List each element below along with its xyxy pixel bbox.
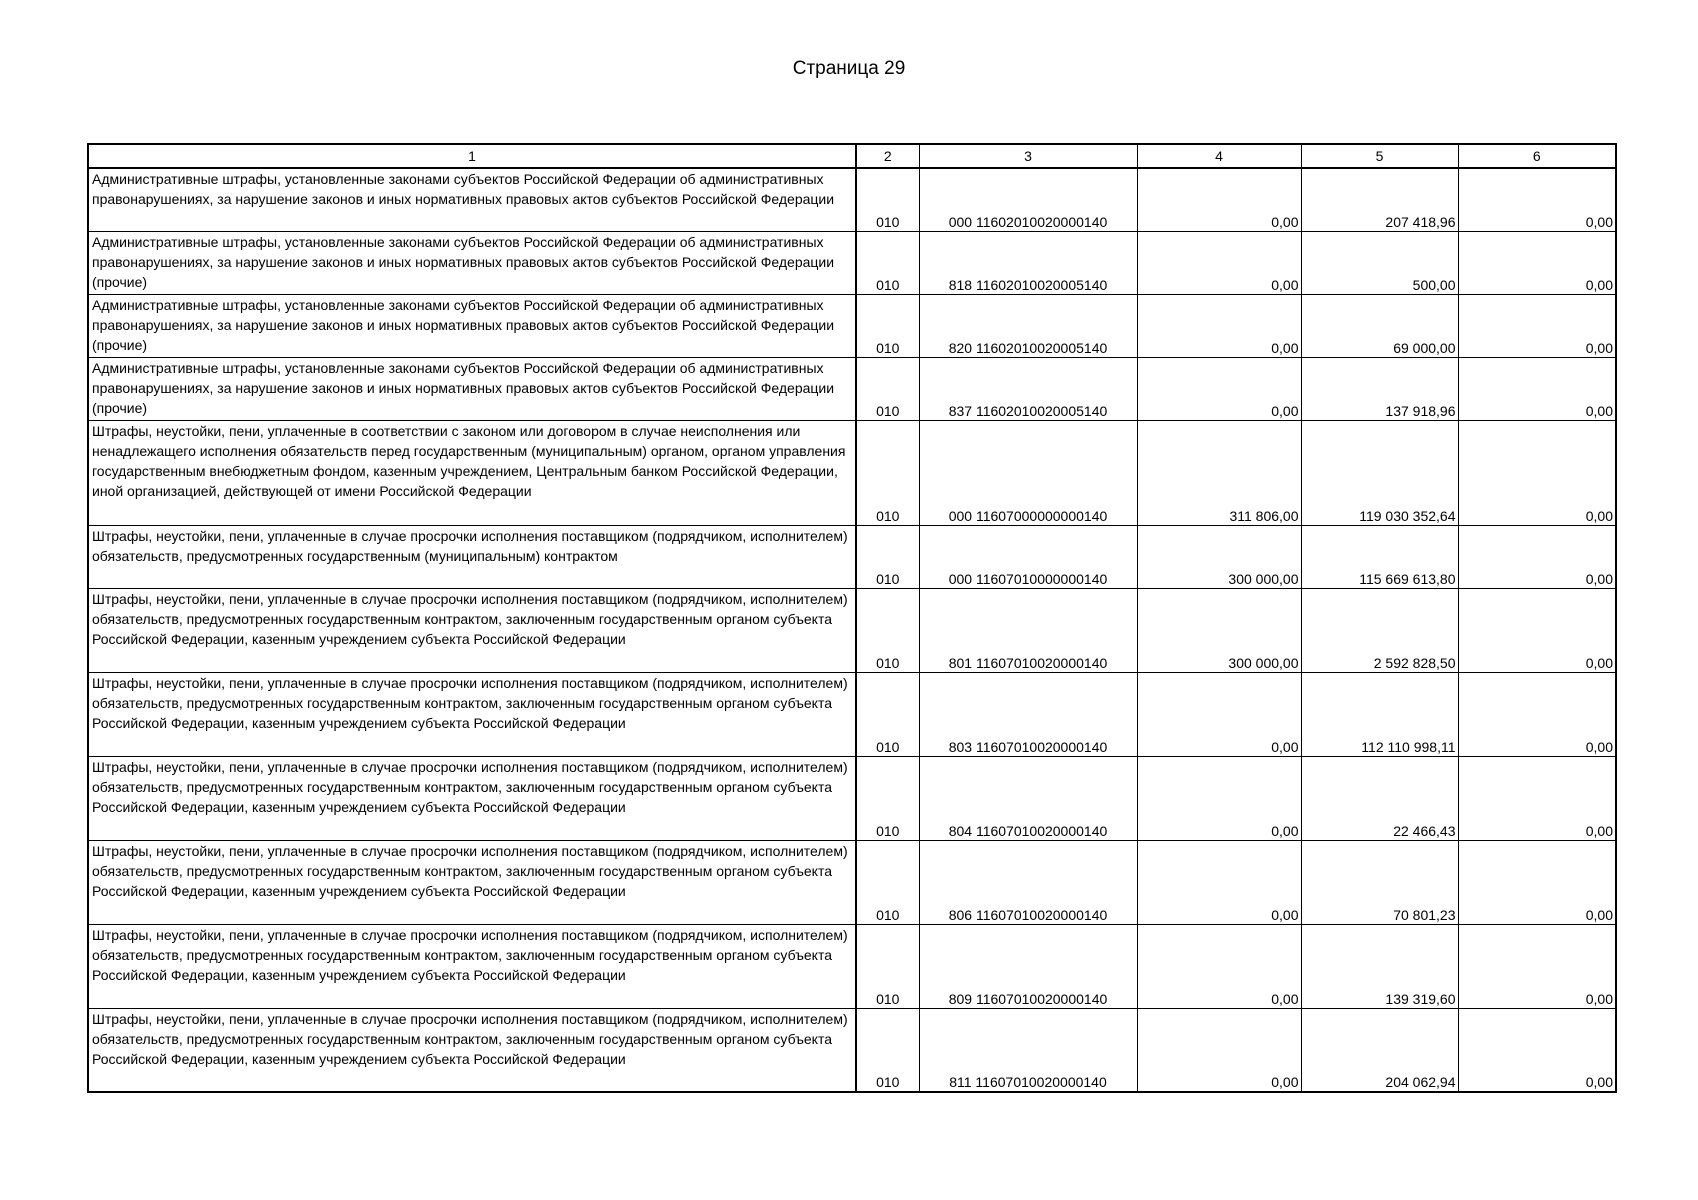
row-value-col5-cell: 22 466,43	[1301, 756, 1458, 840]
row-budget-code-cell: 820 11602010020005140	[919, 294, 1137, 357]
column-header: 6	[1458, 144, 1616, 168]
row-name-cell: Штрафы, неустойки, пени, уплаченные в случае просрочки исполнения поставщиком (подрядчиком, исполнителем) обязательств, предусмотренных государственным контрактом, заключенным государственным органом субъекта Российской Федерации, казенным учреждением субъекта Российской Федерации	[88, 588, 856, 672]
row-value-col6-cell: 0,00	[1458, 588, 1616, 672]
table-row	[88, 924, 1616, 1008]
row-budget-code-cell: 000 11607000000000140	[919, 420, 1137, 525]
row-value-col4-cell: 0,00	[1137, 1008, 1301, 1092]
row-line-code-cell: 010	[856, 924, 919, 1008]
row-value-col4-cell: 0,00	[1137, 294, 1301, 357]
row-line-code-cell: 010	[856, 357, 919, 420]
table-body	[88, 168, 1616, 1092]
column-header: 1	[88, 144, 856, 168]
row-name-cell: Административные штрафы, установленные законами субъектов Российской Федерации об административных правонарушениях, за нарушение законов и иных нормативных правовых актов субъектов Российской Федерации (прочие)	[88, 231, 856, 294]
row-value-col6-cell: 0,00	[1458, 525, 1616, 588]
row-line-code-cell: 010	[856, 672, 919, 756]
row-line-code-cell: 010	[856, 1008, 919, 1092]
row-name-cell: Штрафы, неустойки, пени, уплаченные в случае просрочки исполнения поставщиком (подрядчиком, исполнителем) обязательств, предусмотренных государственным (муниципальным) контрактом	[88, 525, 856, 588]
table-row	[88, 357, 1616, 420]
row-budget-code-cell: 811 11607010020000140	[919, 1008, 1137, 1092]
row-value-col6-cell: 0,00	[1458, 420, 1616, 525]
row-value-col6-cell: 0,00	[1458, 357, 1616, 420]
row-value-col4-cell: 0,00	[1137, 672, 1301, 756]
table-row	[88, 231, 1616, 294]
row-budget-code-cell: 801 11607010020000140	[919, 588, 1137, 672]
row-line-code-cell: 010	[856, 231, 919, 294]
row-value-col6-cell: 0,00	[1458, 294, 1616, 357]
table-row	[88, 588, 1616, 672]
row-budget-code-cell: 803 11607010020000140	[919, 672, 1137, 756]
column-header: 3	[919, 144, 1137, 168]
row-value-col4-cell: 0,00	[1137, 840, 1301, 924]
row-name-cell: Штрафы, неустойки, пени, уплаченные в случае просрочки исполнения поставщиком (подрядчиком, исполнителем) обязательств, предусмотренных государственным контрактом, заключенным государственным органом субъекта Российской Федерации, казенным учреждением субъекта Российской Федерации	[88, 672, 856, 756]
row-line-code-cell: 010	[856, 420, 919, 525]
row-budget-code-cell: 000 11602010020000140	[919, 168, 1137, 231]
column-header: 2	[856, 144, 919, 168]
row-name-cell: Административные штрафы, установленные законами субъектов Российской Федерации об административных правонарушениях, за нарушение законов и иных нормативных правовых актов субъектов Российской Федерации (прочие)	[88, 357, 856, 420]
row-budget-code-cell: 837 11602010020005140	[919, 357, 1137, 420]
row-value-col5-cell: 137 918,96	[1301, 357, 1458, 420]
row-value-col5-cell: 500,00	[1301, 231, 1458, 294]
row-value-col6-cell: 0,00	[1458, 672, 1616, 756]
row-value-col4-cell: 300 000,00	[1137, 525, 1301, 588]
row-value-col5-cell: 112 110 998,11	[1301, 672, 1458, 756]
row-value-col5-cell: 207 418,96	[1301, 168, 1458, 231]
row-value-col5-cell: 139 319,60	[1301, 924, 1458, 1008]
row-value-col4-cell: 300 000,00	[1137, 588, 1301, 672]
row-line-code-cell: 010	[856, 588, 919, 672]
table-row	[88, 840, 1616, 924]
row-name-cell: Штрафы, неустойки, пени, уплаченные в случае просрочки исполнения поставщиком (подрядчиком, исполнителем) обязательств, предусмотренных государственным контрактом, заключенным государственным органом субъекта Российской Федерации, казенным учреждением субъекта Российской Федерации	[88, 924, 856, 1008]
row-value-col5-cell: 69 000,00	[1301, 294, 1458, 357]
table-row	[88, 672, 1616, 756]
table-row	[88, 525, 1616, 588]
row-line-code-cell: 010	[856, 756, 919, 840]
row-line-code-cell: 010	[856, 294, 919, 357]
row-name-cell: Административные штрафы, установленные законами субъектов Российской Федерации об административных правонарушениях, за нарушение законов и иных нормативных правовых актов субъектов Российской Федерации	[88, 168, 856, 231]
row-value-col6-cell: 0,00	[1458, 1008, 1616, 1092]
row-value-col6-cell: 0,00	[1458, 840, 1616, 924]
row-name-cell: Штрафы, неустойки, пени, уплаченные в случае просрочки исполнения поставщиком (подрядчиком, исполнителем) обязательств, предусмотренных государственным контрактом, заключенным государственным органом субъекта Российской Федерации, казенным учреждением субъекта Российской Федерации	[88, 840, 856, 924]
row-budget-code-cell: 809 11607010020000140	[919, 924, 1137, 1008]
page-title: Страница 29	[792, 58, 906, 79]
table-row	[88, 1008, 1616, 1092]
row-value-col4-cell: 0,00	[1137, 357, 1301, 420]
row-value-col4-cell: 0,00	[1137, 231, 1301, 294]
row-name-cell: Штрафы, неустойки, пени, уплаченные в соответствии с законом или договором в случае неисполнения или ненадлежащего исполнения обязательств перед государственным (муниципальным) органом, органом управления государственным внебюджетным фондом, казенным учреждением, Центральным банком Российской Федерации, иной организацией, действующей от имени Российской Федерации	[88, 420, 856, 525]
row-name-cell: Штрафы, неустойки, пени, уплаченные в случае просрочки исполнения поставщиком (подрядчиком, исполнителем) обязательств, предусмотренных государственным контрактом, заключенным государственным органом субъекта Российской Федерации, казенным учреждением субъекта Российской Федерации	[88, 1008, 856, 1092]
table-row	[88, 756, 1616, 840]
table-row	[88, 168, 1616, 231]
row-line-code-cell: 010	[856, 525, 919, 588]
table-row	[88, 420, 1616, 525]
row-value-col5-cell: 119 030 352,64	[1301, 420, 1458, 525]
row-value-col4-cell: 0,00	[1137, 168, 1301, 231]
row-value-col5-cell: 204 062,94	[1301, 1008, 1458, 1092]
column-header: 5	[1301, 144, 1458, 168]
row-line-code-cell: 010	[856, 840, 919, 924]
row-budget-code-cell: 818 11602010020005140	[919, 231, 1137, 294]
row-value-col4-cell: 0,00	[1137, 756, 1301, 840]
row-budget-code-cell: 804 11607010020000140	[919, 756, 1137, 840]
row-value-col5-cell: 70 801,23	[1301, 840, 1458, 924]
row-name-cell: Административные штрафы, установленные законами субъектов Российской Федерации об административных правонарушениях, за нарушение законов и иных нормативных правовых актов субъектов Российской Федерации (прочие)	[88, 294, 856, 357]
report-table	[87, 143, 1617, 1093]
row-value-col5-cell: 115 669 613,80	[1301, 525, 1458, 588]
table-row	[88, 294, 1616, 357]
row-value-col6-cell: 0,00	[1458, 231, 1616, 294]
row-budget-code-cell: 806 11607010020000140	[919, 840, 1137, 924]
row-budget-code-cell: 000 11607010000000140	[919, 525, 1137, 588]
row-value-col5-cell: 2 592 828,50	[1301, 588, 1458, 672]
row-value-col4-cell: 311 806,00	[1137, 420, 1301, 525]
column-header: 4	[1137, 144, 1301, 168]
row-value-col6-cell: 0,00	[1458, 756, 1616, 840]
row-name-cell: Штрафы, неустойки, пени, уплаченные в случае просрочки исполнения поставщиком (подрядчиком, исполнителем) обязательств, предусмотренных государственным контрактом, заключенным государственным органом субъекта Российской Федерации, казенным учреждением субъекта Российской Федерации	[88, 756, 856, 840]
row-value-col6-cell: 0,00	[1458, 168, 1616, 231]
row-value-col4-cell: 0,00	[1137, 924, 1301, 1008]
row-line-code-cell: 010	[856, 168, 919, 231]
header-row	[88, 144, 1616, 168]
row-value-col6-cell: 0,00	[1458, 924, 1616, 1008]
